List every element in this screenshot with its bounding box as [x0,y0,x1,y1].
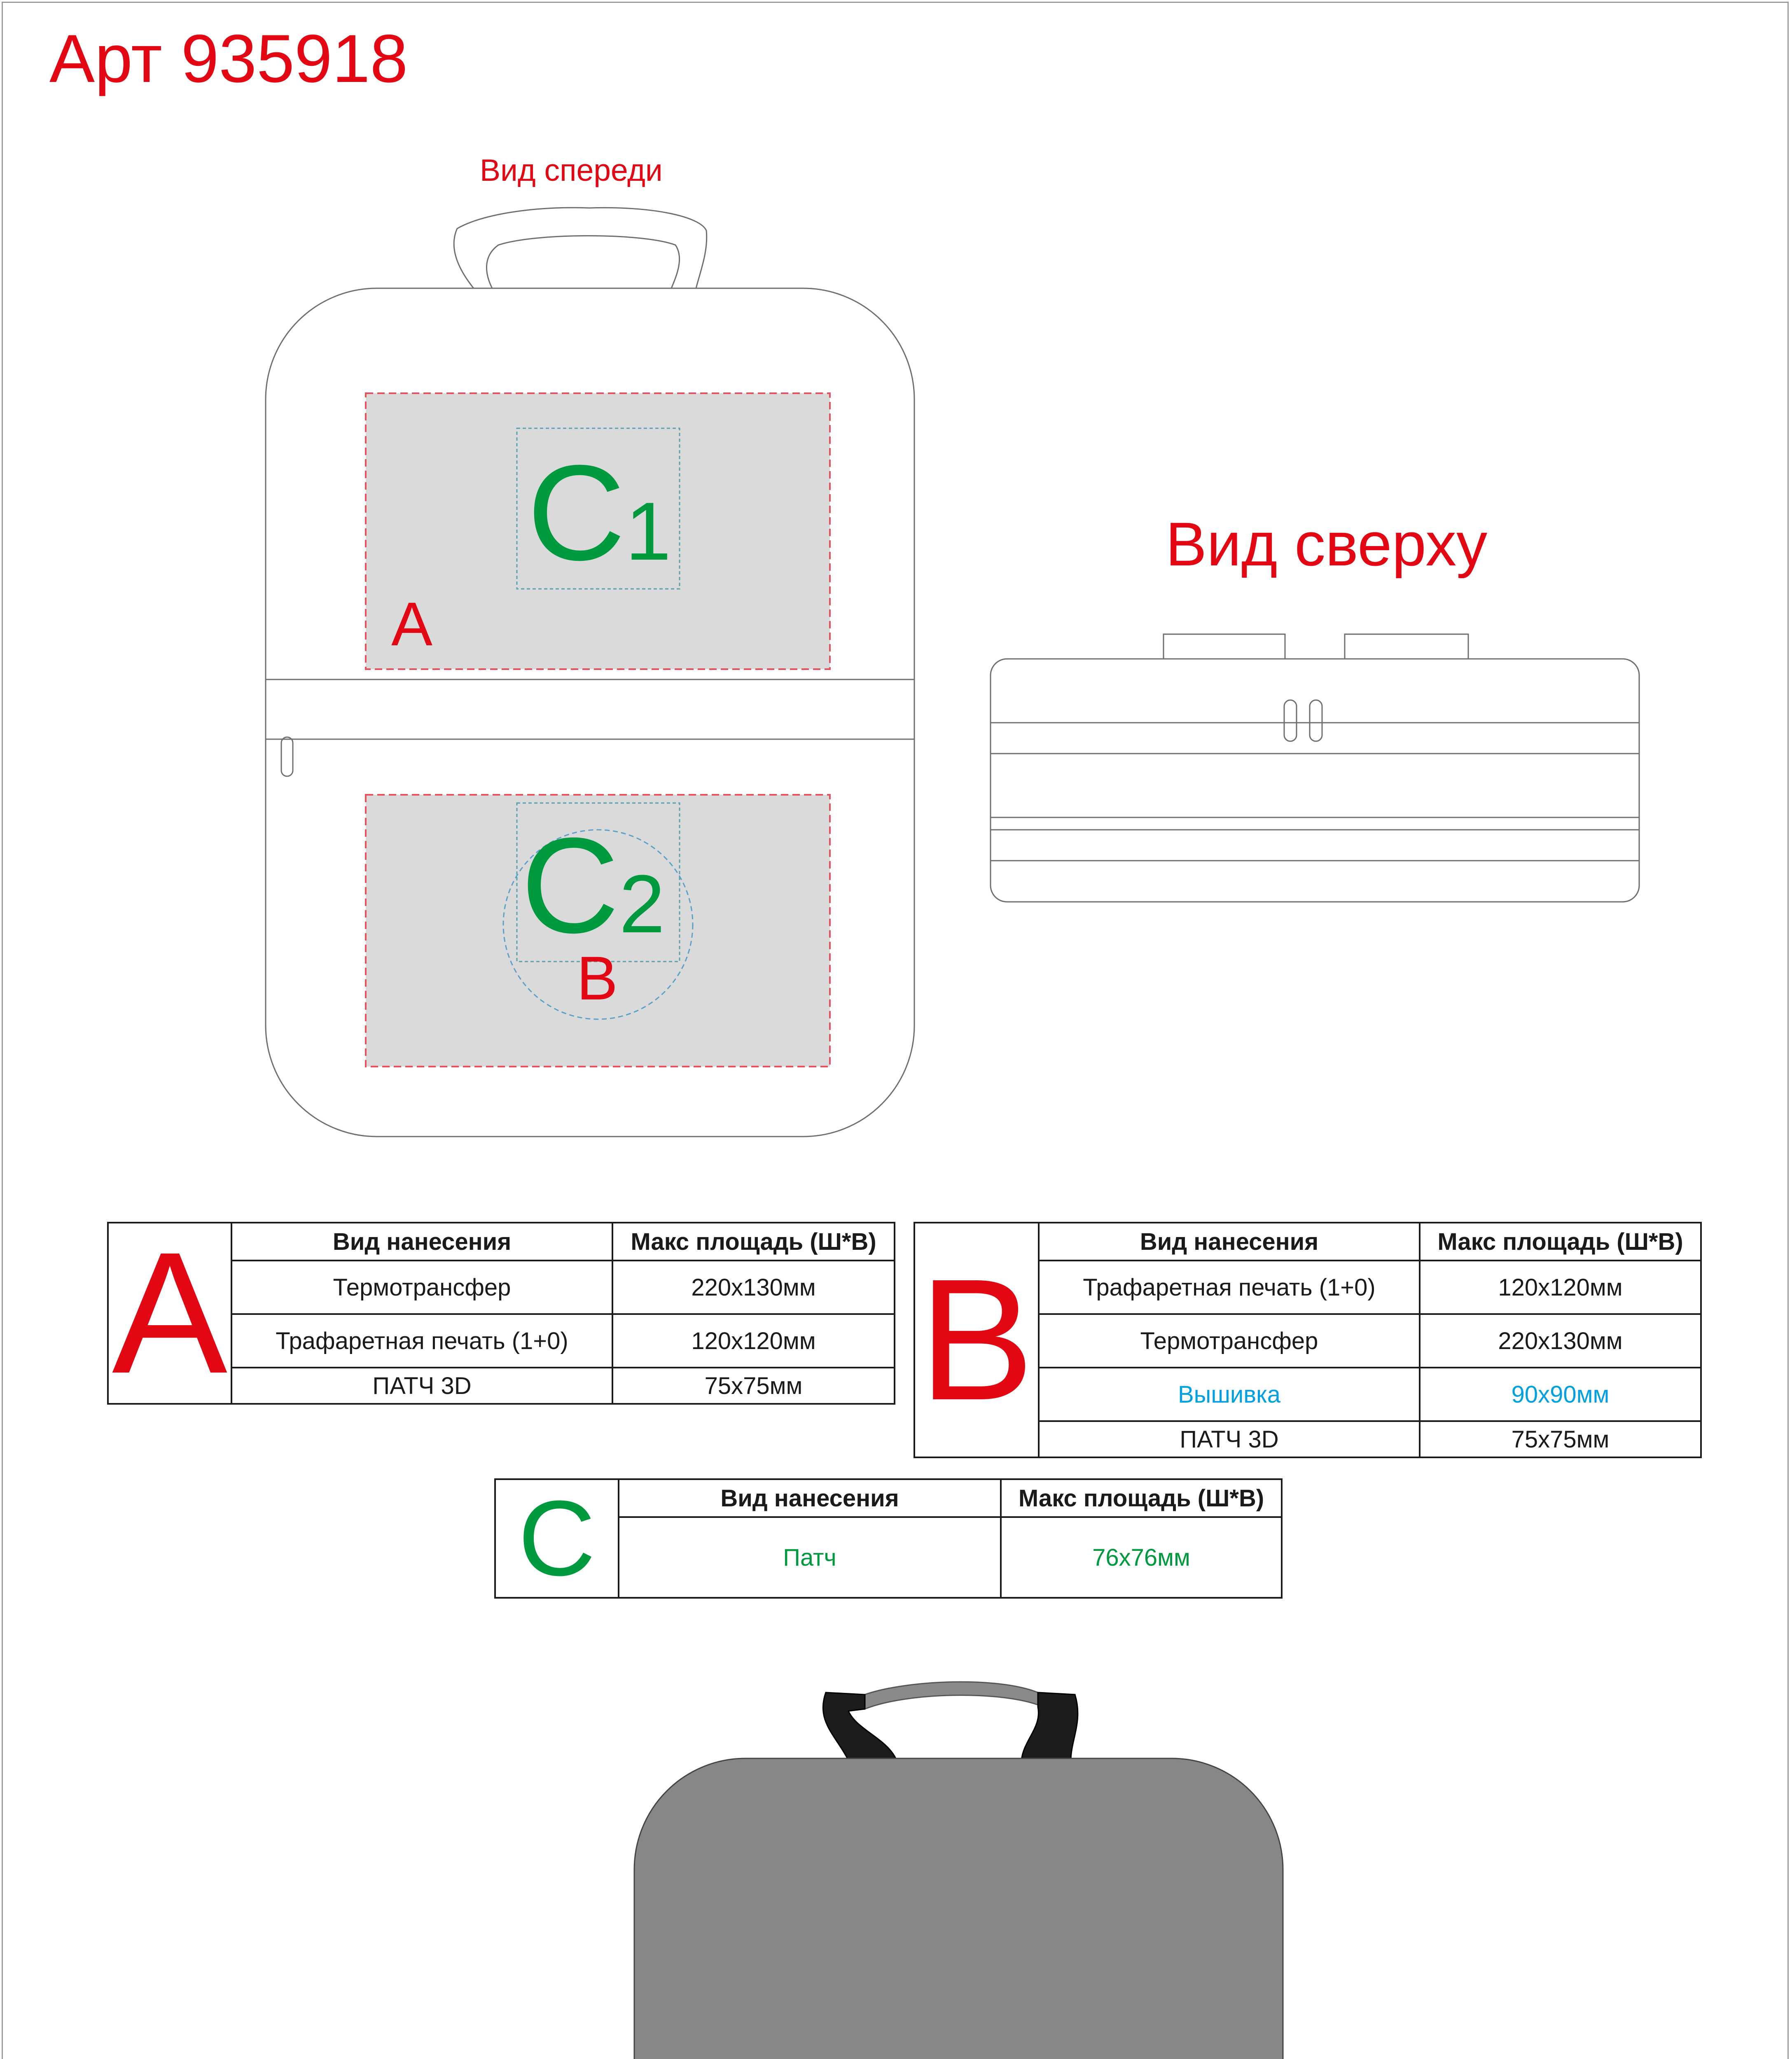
zone-b-label: B [577,943,618,1013]
table-b [914,1222,1702,1458]
table-b-row-method: Вышивка [1039,1368,1420,1421]
table-b-letter: B [914,1223,1039,1457]
table-b-row-area: 90x90мм [1420,1368,1701,1421]
table-c-row-area: 76x76мм [1001,1517,1282,1598]
top-view-label: Вид сверху [1166,509,1488,579]
front-zipper-pull [281,737,293,776]
zone-c1-letter: C [527,437,626,588]
table-a-header-method: Вид нанесения [231,1223,612,1261]
top-bag-body [991,659,1639,902]
front-view-label: Вид спереди [480,153,663,187]
top-zipper-pull-right [1310,700,1322,741]
table-a-row-area: 75x75мм [612,1368,895,1404]
table-a-row-area: 220x130мм [612,1261,895,1314]
zone-c2-label [521,809,665,961]
table-c-row-method: Патч [619,1517,1001,1598]
table-b-row-method: ПАТЧ 3D [1039,1421,1420,1457]
top-handle-left [1164,634,1285,659]
table-a-row-method: Трафаретная печать (1+0) [231,1314,612,1368]
color-bag-drawing [634,1682,1283,2059]
table-a [107,1222,895,1405]
zone-c1-label [527,437,671,588]
front-handle-outline [454,208,707,288]
zone-c1-index: 1 [625,486,671,577]
table-b-row-method: Трафаретная печать (1+0) [1039,1261,1420,1314]
table-b-row-area: 75x75мм [1420,1421,1701,1457]
table-b-row-method: Термотрансфер [1039,1314,1420,1368]
zone-c2-index: 2 [619,858,665,950]
table-c [494,1478,1283,1599]
color-bag-handle-grip [865,1682,1038,1709]
zone-c2-letter: C [521,809,619,961]
table-c-header-method: Вид нанесения [619,1479,1001,1517]
table-a-row-area: 120x120мм [612,1314,895,1368]
table-b-row-area: 220x130мм [1420,1314,1701,1368]
table-b-header-area: Макс площадь (Ш*В) [1420,1223,1701,1261]
zone-a-label: A [391,589,433,658]
table-c-header-area: Макс площадь (Ш*В) [1001,1479,1282,1517]
top-handle-right [1345,634,1468,659]
color-bag-body [634,1758,1283,2059]
table-a-row-method: ПАТЧ 3D [231,1368,612,1404]
top-view-drawing [991,634,1639,902]
table-a-row-method: Термотрансфер [231,1261,612,1314]
table-b-row-area: 120x120мм [1420,1261,1701,1314]
table-b-header-method: Вид нанесения [1039,1223,1420,1261]
table-c-letter: C [495,1479,619,1598]
article-title: Арт 935918 [49,21,408,96]
table-a-letter: A [108,1223,231,1404]
table-a-header-area: Макс площадь (Ш*В) [612,1223,895,1261]
top-zipper-pull-left [1284,700,1297,741]
